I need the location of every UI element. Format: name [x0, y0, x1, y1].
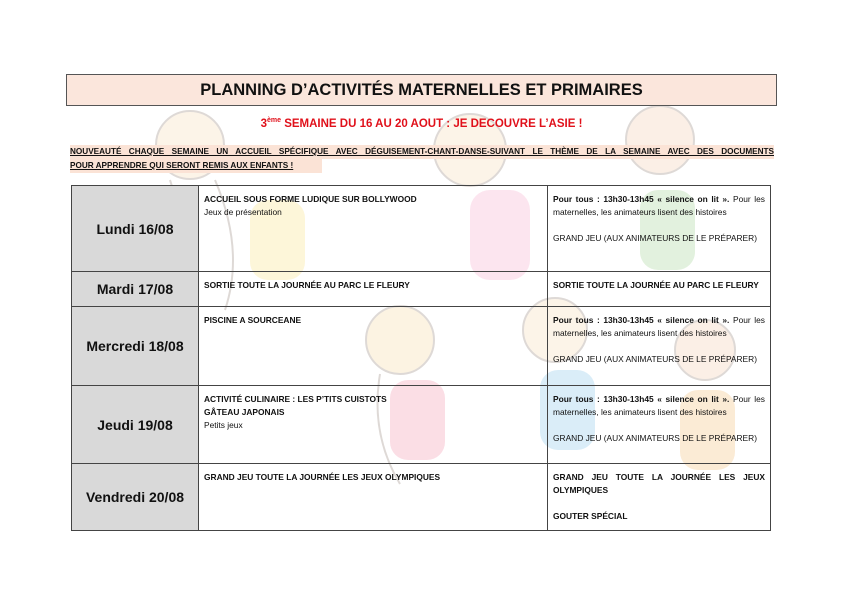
morning-activity-cell: [199, 307, 548, 386]
afternoon-activity-cell: [548, 464, 771, 531]
notice-line-2: POUR APPRENDRE QUI SERONT REMIS AUX ENFANTS !: [70, 159, 322, 173]
page-title: PLANNING D’ACTIVITÉS MATERNELLES ET PRIMAIRES: [66, 74, 777, 106]
afternoon-activity-cell: [548, 186, 771, 272]
notice-line-1: NOUVEAUTÉ CHAQUE SEMAINE UN ACCUEIL SPÉCIFIQUE AVEC DÉGUISEMENT-CHANT-DANSE-SUIVANT LE THÈME DE LA SEMAINE AVEC DES DOCUMENTS: [70, 145, 774, 159]
afternoon-extra: GRAND JEU (AUX ANIMATEURS DE LE PRÉPARER): [553, 433, 757, 443]
activity-line: PISCINE A SOURCEANE: [204, 315, 302, 325]
table-row: [72, 186, 771, 272]
day-cell: Mercredi 18/08: [72, 307, 199, 386]
activity-line: GRAND JEU TOUTE LA JOURNÉE LES JEUX OLYMPIQUES: [204, 472, 441, 482]
activity-line: Petits jeux: [204, 420, 243, 430]
activity-line: ACTIVITÉ CULINAIRE : LES P’TITS CUISTOTS: [204, 394, 387, 404]
table-row: [72, 307, 771, 386]
table-row: [72, 386, 771, 464]
activity-line: SORTIE TOUTE LA JOURNÉE AU PARC LE FLEURY: [204, 280, 410, 290]
afternoon-extra: GRAND JEU (AUX ANIMATEURS DE LE PRÉPARER): [553, 233, 757, 243]
table-row: [72, 272, 771, 307]
morning-activity-cell: [199, 186, 548, 272]
table-row: [72, 464, 771, 531]
morning-activity-cell: [199, 464, 548, 531]
afternoon-extra: GOUTER SPÉCIAL: [553, 511, 628, 521]
afternoon-extra: GRAND JEU (AUX ANIMATEURS DE LE PRÉPARER): [553, 354, 757, 364]
activity-line: Jeux de présentation: [204, 207, 282, 217]
morning-activity-cell: [199, 386, 548, 464]
planning-table: [71, 185, 771, 531]
weekly-notice: [70, 145, 774, 173]
afternoon-activity-cell: [548, 272, 771, 307]
day-cell: Lundi 16/08: [72, 186, 199, 272]
day-cell: Jeudi 19/08: [72, 386, 199, 464]
week-subtitle: 3ème SEMAINE DU 16 AU 20 AOUT : JE DECOUVRE L’ASIE !: [260, 117, 583, 130]
afternoon-activity-cell: [548, 307, 771, 386]
afternoon-text: Pour tous : 13h30-13h45 « silence on lit ». Pour les maternelles, les animateurs lisent des histoires: [553, 394, 765, 417]
morning-activity-cell: [199, 272, 548, 307]
afternoon-activity-cell: [548, 386, 771, 464]
afternoon-text: GRAND JEU TOUTE LA JOURNÉE LES JEUX OLYMPIQUES: [553, 472, 765, 495]
day-cell: Vendredi 20/08: [72, 464, 199, 531]
activity-line: GÂTEAU JAPONAIS: [204, 407, 285, 417]
afternoon-text: Pour tous : 13h30-13h45 « silence on lit ». Pour les maternelles, les animateurs lisent des histoires: [553, 194, 765, 217]
day-cell: Mardi 17/08: [72, 272, 199, 307]
activity-line: ACCUEIL SOUS FORME LUDIQUE SUR BOLLYWOOD: [204, 194, 417, 204]
afternoon-text: Pour tous : 13h30-13h45 « silence on lit ». Pour les maternelles, les animateurs lisent des histoires: [553, 315, 765, 338]
afternoon-text: SORTIE TOUTE LA JOURNÉE AU PARC LE FLEURY: [553, 280, 759, 290]
